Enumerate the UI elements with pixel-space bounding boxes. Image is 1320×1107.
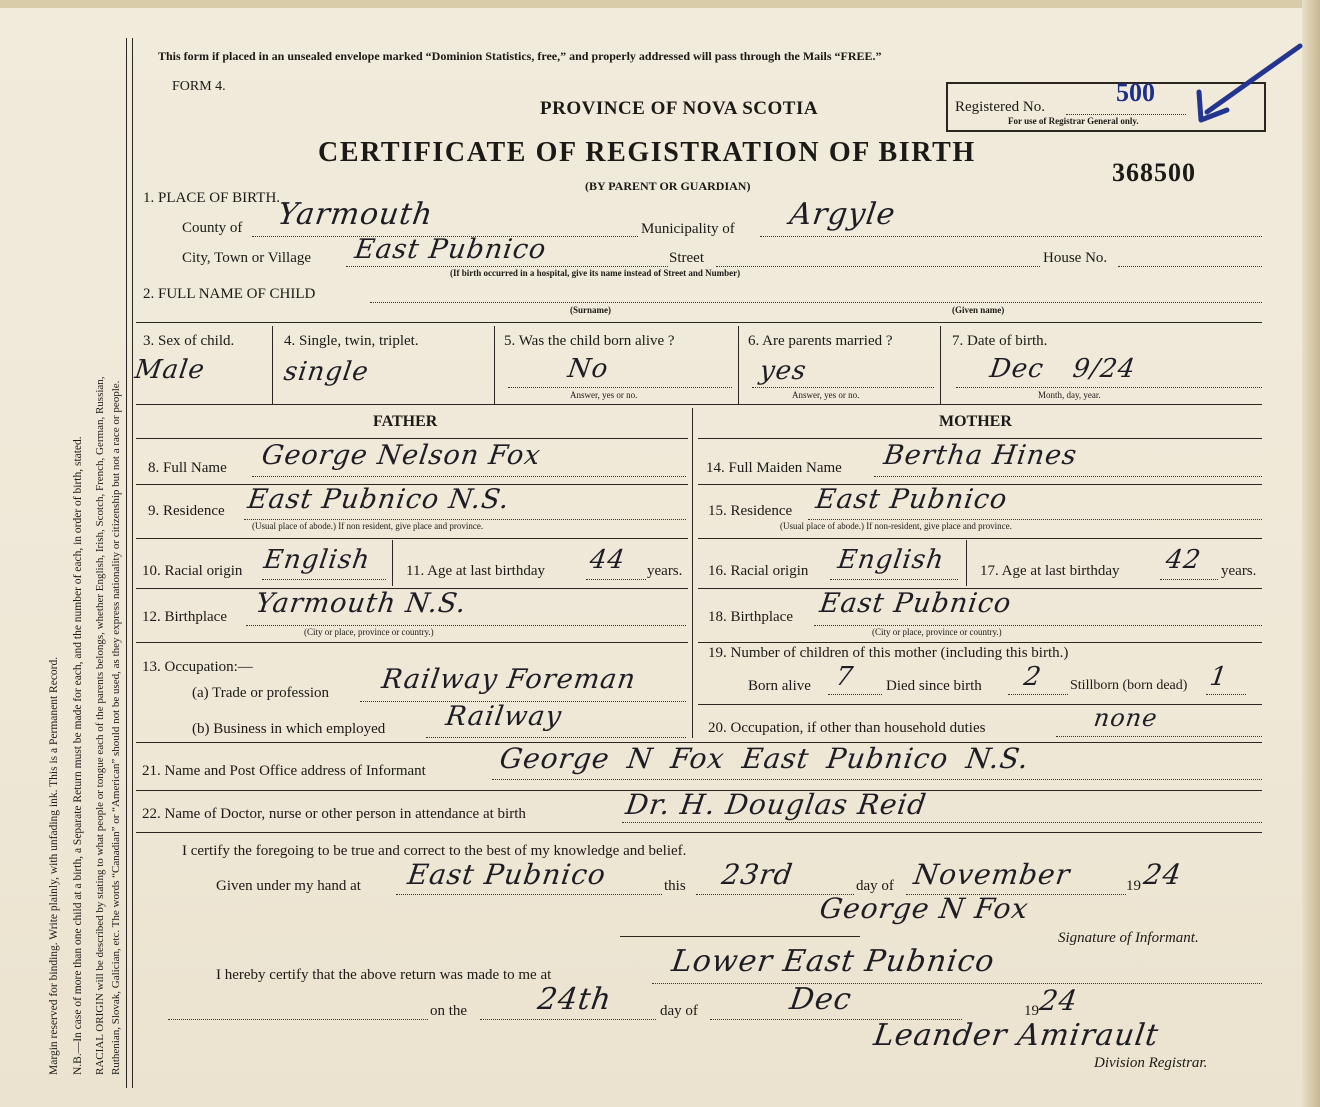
city-line xyxy=(346,266,668,267)
margin-note-racial-origin-1: RACIAL ORIGIN will be described by stating to what people or tongue each of the parents belongs, whether English, Irish, Scotch, French, German, Russian, xyxy=(94,376,106,1075)
house-number-line xyxy=(1118,266,1262,267)
mother-rule-a xyxy=(698,438,1262,439)
this-label: this xyxy=(664,878,686,894)
father-racial-label: 10. Racial origin xyxy=(142,563,243,579)
mother-age-label: 17. Age at last birthday xyxy=(980,563,1120,579)
mother-residence-line xyxy=(808,519,1262,520)
born-alive-value: No xyxy=(565,354,611,384)
certification-rule-top xyxy=(136,832,1262,833)
born-alive-count-value: 7 xyxy=(833,662,856,692)
father-birthplace-line xyxy=(246,625,686,626)
registered-note: For use of Registrar General only. xyxy=(1008,116,1139,126)
certify-statement: I certify the foregoing to be true and correct to the best of my knowledge and belief. xyxy=(182,843,687,859)
father-name-line xyxy=(252,476,686,477)
municipality-line xyxy=(760,236,1262,237)
mother-racial-line xyxy=(830,579,958,580)
col-divider-3 xyxy=(738,326,739,404)
doctor-label: 22. Name of Doctor, nurse or other person in attendance at birth xyxy=(142,806,526,822)
surname-note: (Surname) xyxy=(570,305,611,315)
date-of-birth-label: 7. Date of birth. xyxy=(952,333,1048,349)
sex-label: 3. Sex of child. xyxy=(143,333,235,349)
given-name-note: (Given name) xyxy=(952,305,1005,315)
father-residence-label: 9. Residence xyxy=(148,503,225,519)
father-racial-value: English xyxy=(261,545,373,575)
died-since-birth-value: 2 xyxy=(1021,662,1044,692)
father-name-label: 8. Full Name xyxy=(148,460,227,476)
stillborn-value: 1 xyxy=(1207,662,1230,692)
father-age-value: 44 xyxy=(587,545,628,575)
date-of-birth-line xyxy=(956,387,1262,388)
postage-notice: This form if placed in an unsealed envelope marked “Dominion Statistics, free,” and properly addressed will pass through the Mails “FREE.” xyxy=(158,49,882,63)
father-business-line xyxy=(426,737,686,738)
registrar-year-prefix: 19 xyxy=(1024,1003,1039,1019)
registrar-day-line xyxy=(480,1019,656,1020)
given-under-hand-label: Given under my hand at xyxy=(216,878,361,894)
date-of-birth-note: Month, day, year. xyxy=(1038,390,1101,400)
mother-years-label: years. xyxy=(1221,563,1257,579)
mother-age-value: 42 xyxy=(1163,545,1204,575)
margin-note-binding: Margin reserved for binding. Write plainly, with unfading ink. This is a Permanent Record. xyxy=(48,656,60,1075)
informant-line xyxy=(492,779,1262,780)
mother-age-line xyxy=(1160,579,1218,580)
father-birthplace-value: Yarmouth N.S. xyxy=(253,588,469,619)
registrar-signature: Leander Amirault xyxy=(871,1018,1162,1053)
parents-center-divider xyxy=(692,408,693,738)
registered-line xyxy=(1066,114,1186,115)
city-label: City, Town or Village xyxy=(182,250,312,266)
informant-label: 21. Name and Post Office address of Informant xyxy=(142,763,426,779)
father-birthplace-note: (City or place, province or country.) xyxy=(304,627,434,637)
date-of-birth-value: Dec 9/24 xyxy=(987,354,1138,384)
registrar-place-value: Lower East Pubnico xyxy=(669,944,998,979)
mother-occupation-line xyxy=(1056,736,1262,737)
father-heading: FATHER xyxy=(373,413,438,430)
registered-label: Registered No. xyxy=(955,99,1045,115)
col-divider-2 xyxy=(494,326,495,404)
blue-arrow-mark xyxy=(1185,40,1305,130)
top-edge xyxy=(0,0,1320,8)
given-day-of-label: day of xyxy=(856,878,894,894)
mother-residence-label: 15. Residence xyxy=(708,503,793,519)
father-business-label: (b) Business in which employed xyxy=(192,721,386,737)
division-registrar-label: Division Registrar. xyxy=(1094,1055,1208,1071)
parents-married-line xyxy=(752,387,934,388)
given-day-value: 23rd xyxy=(719,858,796,891)
mother-birthplace-note: (City or place, province or country.) xyxy=(872,627,1002,637)
informant-signature: George N Fox xyxy=(817,892,1031,925)
mother-birthplace-line xyxy=(814,625,1262,626)
died-since-birth-label: Died since birth xyxy=(886,678,982,694)
child-name-line xyxy=(370,302,1262,303)
father-rule-e xyxy=(136,642,688,643)
registrar-place-line xyxy=(652,983,1262,984)
place-of-birth-label: 1. PLACE OF BIRTH. xyxy=(143,190,281,206)
father-occupation-label: 13. Occupation:— xyxy=(142,659,253,675)
father-rule-a xyxy=(136,438,688,439)
row-rule-bottom xyxy=(136,404,1262,405)
plurality-label: 4. Single, twin, triplet. xyxy=(284,333,419,349)
parents-married-note: Answer, yes or no. xyxy=(792,390,860,400)
row-rule-top xyxy=(136,322,1262,323)
children-count-label: 19. Number of children of this mother (including this birth.) xyxy=(708,645,1069,661)
parents-married-value: yes xyxy=(757,356,809,386)
father-age-divider xyxy=(392,540,393,586)
mother-residence-note: (Usual place of abode.) If non-resident, give place and province. xyxy=(780,521,1012,531)
street-line xyxy=(716,266,1040,267)
father-residence-value: East Pubnico N.S. xyxy=(245,484,512,515)
on-the-label: on the xyxy=(430,1003,468,1019)
father-name-value: George Nelson Fox xyxy=(259,440,543,471)
mother-birthplace-value: East Pubnico xyxy=(817,588,1014,619)
registrar-month-value: Dec xyxy=(787,982,855,1017)
registrar-certify-statement: I hereby certify that the above return was made to me at xyxy=(216,967,552,983)
mother-racial-value: English xyxy=(835,545,947,575)
registrar-leading-line xyxy=(168,1019,428,1020)
mother-rule-f xyxy=(698,704,1262,705)
municipality-value: Argyle xyxy=(787,197,898,232)
signature-stroke xyxy=(620,936,860,937)
father-trade-label: (a) Trade or profession xyxy=(192,685,330,701)
county-value: Yarmouth xyxy=(275,197,436,232)
given-year-prefix: 19 xyxy=(1126,878,1141,894)
street-label: Street xyxy=(669,250,704,266)
born-alive-line xyxy=(508,387,732,388)
father-residence-note: (Usual place of abode.) If non resident, give place and province. xyxy=(252,521,484,531)
given-place-line xyxy=(396,894,662,895)
margin-rule-inner xyxy=(132,38,133,1088)
registered-value: 500 xyxy=(1116,78,1155,107)
municipality-label: Municipality of xyxy=(641,221,735,237)
doctor-line xyxy=(622,822,1262,823)
city-value: East Pubnico xyxy=(352,234,549,265)
mother-occupation-label: 20. Occupation, if other than household duties xyxy=(708,720,986,736)
mother-heading: MOTHER xyxy=(939,413,1012,430)
father-residence-line xyxy=(244,519,686,520)
county-label: County of xyxy=(182,220,243,236)
father-birthplace-label: 12. Birthplace xyxy=(142,609,227,625)
parents-married-label: 6. Are parents married ? xyxy=(748,333,893,349)
margin-note-multiple-births: N.B.—In case of more than one child at a birth, a Separate Return must be made for each, and the number of each, in order of birth, stated. xyxy=(72,436,84,1075)
mother-birthplace-label: 18. Birthplace xyxy=(708,609,793,625)
given-year-value: 24 xyxy=(1141,858,1184,891)
mother-occupation-value: none xyxy=(1092,704,1160,732)
col-divider-4 xyxy=(940,326,941,404)
father-age-label: 11. Age at last birthday xyxy=(406,563,545,579)
stillborn-line xyxy=(1206,694,1246,695)
margin-rule-outer xyxy=(126,38,127,1088)
mother-rule-e xyxy=(698,642,1262,643)
right-edge xyxy=(1302,0,1320,1107)
certificate-title: CERTIFICATE OF REGISTRATION OF BIRTH xyxy=(318,137,976,168)
plurality-value: single xyxy=(281,357,371,387)
father-rule-c xyxy=(136,538,688,539)
hospital-note: (If birth occurred in a hospital, give its name instead of Street and Number) xyxy=(450,268,741,278)
margin-note-racial-origin-2: Ruthenian, Slovak, Galician, etc. The words “Canadian” or “American” should not be used, as they express nationality or citizenship but not a race or people. xyxy=(110,380,122,1075)
doctor-value: Dr. H. Douglas Reid xyxy=(623,788,929,821)
father-years-label: years. xyxy=(647,563,683,579)
mother-name-value: Bertha Hines xyxy=(881,440,1080,471)
father-trade-value: Railway Foreman xyxy=(379,664,639,695)
father-business-value: Railway xyxy=(443,701,564,732)
mother-racial-label: 16. Racial origin xyxy=(708,563,809,579)
given-month-value: November xyxy=(911,858,1073,891)
house-number-label: House No. xyxy=(1043,250,1108,266)
certificate-subtitle: (BY PARENT OR GUARDIAN) xyxy=(585,179,751,193)
father-racial-line xyxy=(262,579,386,580)
mother-name-line xyxy=(874,476,1262,477)
registrar-day-value: 24th xyxy=(535,982,615,1017)
given-place-value: East Pubnico xyxy=(405,858,609,891)
born-alive-note: Answer, yes or no. xyxy=(570,390,638,400)
certificate-number: 368500 xyxy=(1112,158,1196,187)
form-number: FORM 4. xyxy=(172,79,226,94)
registrar-year-value: 24 xyxy=(1037,984,1080,1017)
registrar-day-of-label: day of xyxy=(660,1003,698,1019)
born-alive-label: 5. Was the child born alive ? xyxy=(504,333,675,349)
mother-age-divider xyxy=(966,540,967,586)
col-divider-1 xyxy=(272,326,273,404)
province-heading: PROVINCE OF NOVA SCOTIA xyxy=(540,98,819,119)
mother-rule-c xyxy=(698,538,1262,539)
father-age-line xyxy=(586,579,646,580)
sex-value: Male xyxy=(132,355,207,385)
stillborn-label: Stillborn (born dead) xyxy=(1070,678,1188,693)
informant-value: George N Fox East Pubnico N.S. xyxy=(497,742,1032,775)
child-name-label: 2. FULL NAME OF CHILD xyxy=(143,286,316,302)
mother-name-label: 14. Full Maiden Name xyxy=(706,460,842,476)
mother-residence-value: East Pubnico xyxy=(813,484,1010,515)
signature-of-informant-label: Signature of Informant. xyxy=(1058,930,1199,946)
born-alive-count-line xyxy=(828,694,882,695)
died-since-birth-line xyxy=(1008,694,1068,695)
born-alive-count-label: Born alive xyxy=(748,678,811,694)
